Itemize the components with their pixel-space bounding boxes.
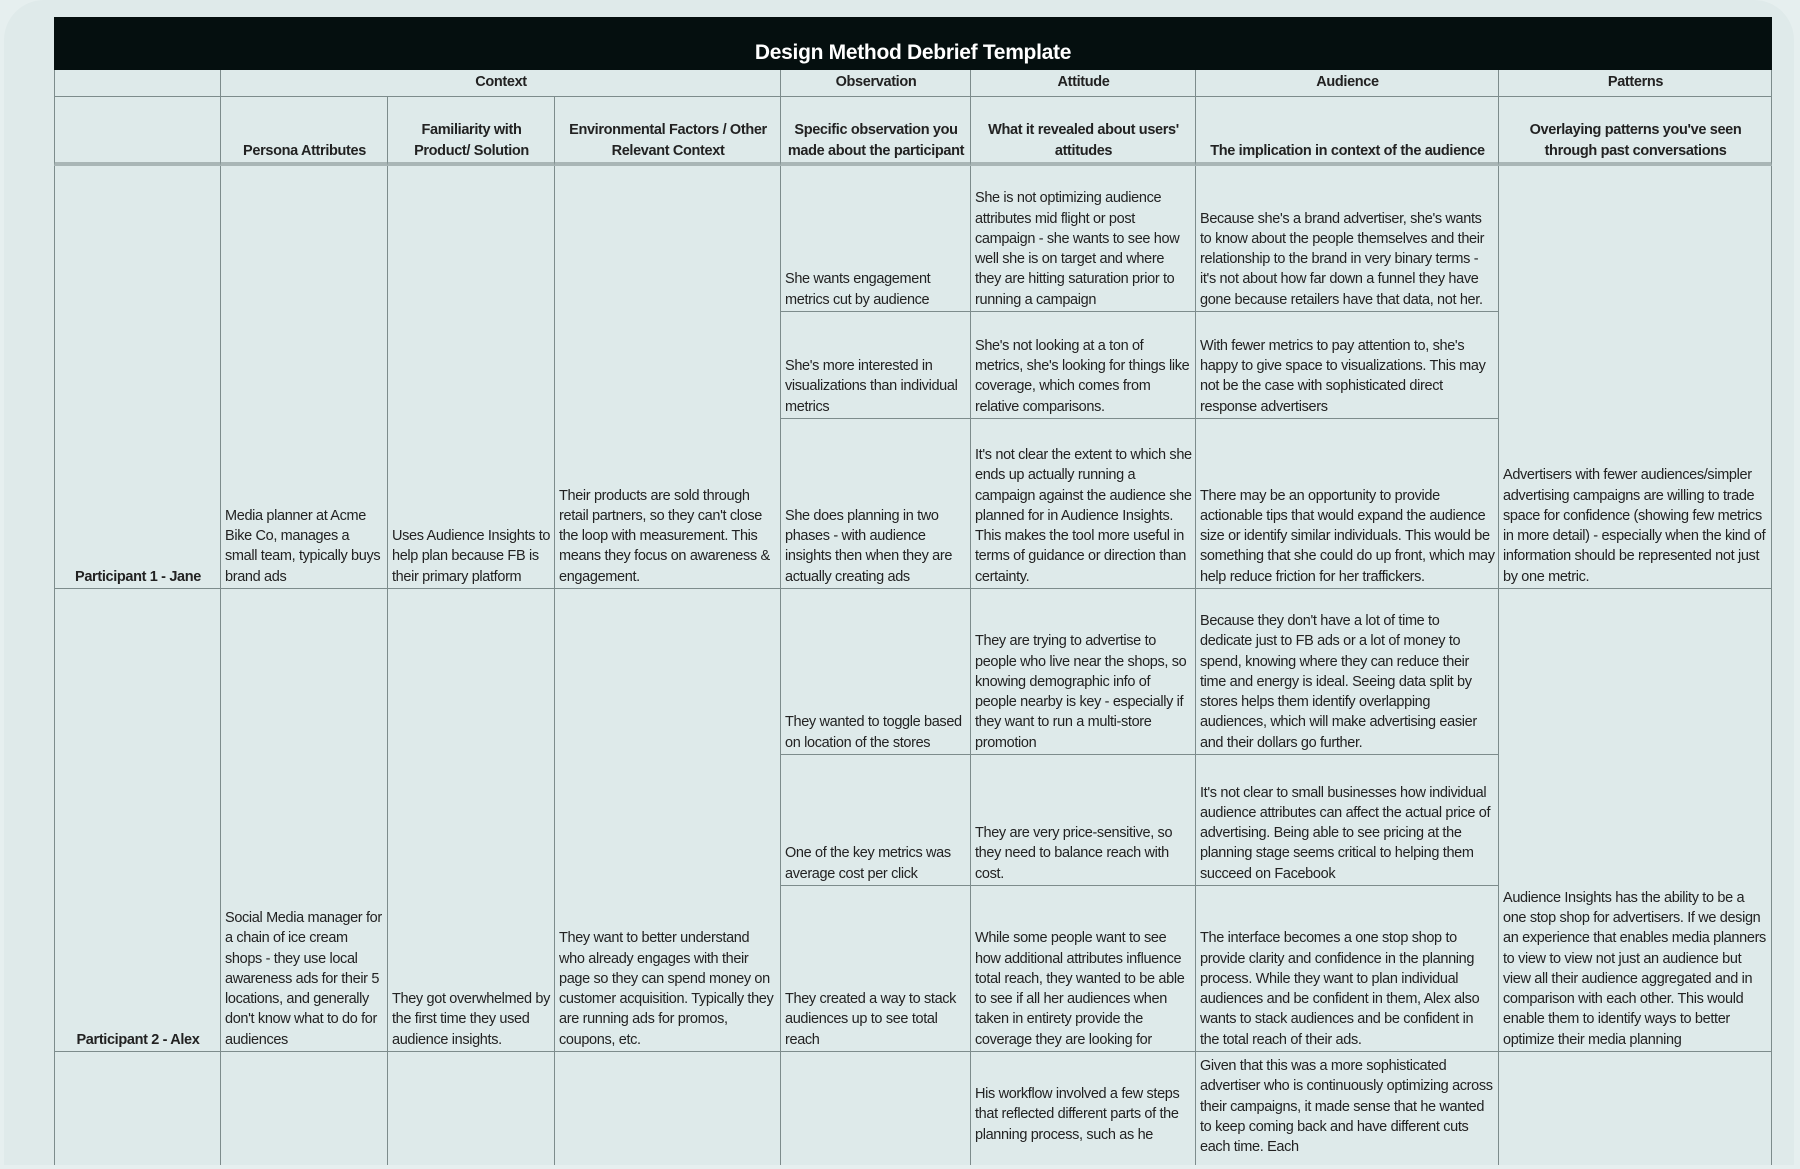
group-observation-text: Observation <box>835 74 917 91</box>
patterns-text: Audience Insights has the ability to be a one stop shop for advertisers. If we design an experience that enables media planners to view to view not just an audience but view all their audience aggregated and in comparison with each other. This would enable them to identify ways to better optimize their media planning <box>1503 889 1766 1048</box>
observation <box>781 755 971 886</box>
group-observation <box>781 70 971 97</box>
column-header-attitude-text: What it revealed about users' attitudes <box>988 122 1179 159</box>
attitude-text: She is not optimizing audience attributes mid flight or post campaign - she wants to see how well she is on target and where they are hitting saturation prior to running a campaign <box>975 190 1180 308</box>
column-header-patterns-text: Overlaying patterns you've seen through past conversations <box>1529 122 1742 159</box>
environmental-factors <box>555 166 781 589</box>
group-patterns-text: Patterns <box>1607 74 1664 91</box>
familiarity <box>388 1052 555 1165</box>
observation <box>781 166 971 312</box>
audience-implication-text: It's not clear to small businesses how individual audience attributes can affect the actual price of advertising. Being able to see pricing at the planning stage seems critical to helping them succeed on Facebook <box>1200 784 1491 882</box>
environmental-factors <box>555 589 781 1052</box>
observation-text: One of the key metrics was average cost per click <box>785 845 951 882</box>
audience-implication-text: With fewer metrics to pay attention to, she's happy to give space to visualizations. This may not be the case with sophisticated direct response advertisers <box>1200 337 1486 415</box>
audience-implication <box>1196 589 1499 755</box>
column-header-observation <box>781 97 971 166</box>
audience-implication-text: Given that this was a more sophisticated advertiser who is continuously optimizing across their campaigns, it made sense that he wanted to keep coming back and have different cuts each time. Each <box>1200 1058 1493 1156</box>
column-header-patterns <box>1499 97 1772 166</box>
group-attitude <box>971 70 1196 97</box>
debrief-table <box>4 0 1800 1165</box>
attitude <box>971 419 1196 589</box>
familiarity <box>388 589 555 1052</box>
group-patterns <box>1499 70 1772 97</box>
participant-name <box>54 1052 221 1165</box>
environmental-factors-text: They want to better understand who already engages with their page so they can spend money on customer acquisition. Typically they are running ads for promos, coupons, etc. <box>559 930 774 1048</box>
attitude <box>971 166 1196 312</box>
group-audience <box>1196 70 1499 97</box>
familiarity-text: They got overwhelmed by the first time they used audience insights. <box>392 991 550 1048</box>
column-header-audience-text: The implication in context of the audience <box>1210 142 1485 159</box>
persona-attributes <box>221 1052 388 1165</box>
patterns <box>1499 589 1772 1052</box>
environmental-factors <box>555 1052 781 1165</box>
audience-implication <box>1196 755 1499 886</box>
group-context <box>221 70 781 97</box>
column-header-familiarity-text: Familiarity with Product/ Solution <box>414 122 529 159</box>
persona-attributes <box>221 589 388 1052</box>
persona-attributes-text: Social Media manager for a chain of ice cream shops - they use local awareness ads for their 5 locations, and generally don't know what to do for audiences <box>225 909 382 1048</box>
observation <box>781 312 971 419</box>
environmental-factors-text: Their products are sold through retail partners, so they can't close the loop with measurement. This means they focus on awareness & engagement. <box>559 487 770 585</box>
column-header-attitude <box>971 97 1196 166</box>
participant-name-text: Participant 2 - Alex <box>76 1031 200 1048</box>
audience-implication <box>1196 886 1499 1052</box>
audience-implication <box>1196 1052 1499 1165</box>
column-header-persona <box>221 97 388 166</box>
observation-text: They wanted to toggle based on location of the stores <box>785 714 962 751</box>
column-header-environment-text: Environmental Factors / Other Relevant Context <box>569 122 767 159</box>
subheader-blank <box>54 97 221 166</box>
patterns-text: Advertisers with fewer audiences/simpler advertising campaigns are willing to trade space for confidence (showing few metrics in more detail) - especially when the kind of information should be represented not just by one metric. <box>1503 467 1766 585</box>
group-audience-text: Audience <box>1316 74 1379 91</box>
attitude-text: It's not clear the extent to which she ends up actually running a campaign against the audience she planned for in Audience Insights. This makes the tool more useful in terms of guidance or direction than certainty. <box>975 446 1192 585</box>
column-header-audience <box>1196 97 1499 166</box>
patterns <box>1499 1052 1772 1165</box>
participant-name-text: Participant 1 - Jane <box>75 568 201 585</box>
attitude <box>971 312 1196 419</box>
observation-text: She does planning in two phases - with audience insights then when they are actually creating ads <box>785 507 953 585</box>
group-attitude-text: Attitude <box>1057 74 1110 91</box>
observation <box>781 886 971 1052</box>
table-title: Design Method Debrief Template <box>54 17 1772 70</box>
participant-name <box>54 166 221 589</box>
observation <box>781 589 971 755</box>
column-header-persona-text: Persona Attributes <box>243 142 366 159</box>
observation <box>781 419 971 589</box>
audience-implication-text: Because they don't have a lot of time to dedicate just to FB ads or a lot of money to spend, knowing where they can reduce their time and energy is ideal. Seeing data split by stores helps them identify overlapping audiences, which will make advertising easier and their dollars go further. <box>1200 612 1477 751</box>
audience-implication-text: There may be an opportunity to provide actionable tips that would expand the audience size or identify similar individuals. This would be something that she could do up front, which may help reduce friction for her traffickers. <box>1200 487 1495 585</box>
attitude <box>971 1052 1196 1165</box>
observation-text: She's more interested in visualizations than individual metrics <box>785 358 958 415</box>
column-header-observation-text: Specific observation you made about the participant <box>787 122 965 159</box>
header-blank <box>54 70 221 97</box>
group-context-text: Context <box>475 74 527 91</box>
familiarity-text: Uses Audience Insights to help plan because FB is their primary platform <box>392 528 551 585</box>
column-header-environment <box>555 97 781 166</box>
attitude <box>971 755 1196 886</box>
audience-implication <box>1196 419 1499 589</box>
participant-name <box>54 589 221 1052</box>
observation <box>781 1052 971 1165</box>
attitude-text: While some people want to see how additional attributes influence total reach, they wanted to be able to see if all her audiences when taken in entirety provide the coverage they are looking for <box>975 930 1185 1048</box>
attitude-text: She's not looking at a ton of metrics, she's looking for things like coverage, which comes from relative comparisons. <box>975 337 1190 415</box>
audience-implication <box>1196 166 1499 312</box>
observation-text: She wants engagement metrics cut by audience <box>785 271 931 308</box>
observation-text: They created a way to stack audiences up to see total reach <box>785 991 957 1048</box>
attitude-text: His workflow involved a few steps that reflected different parts of the planning process, such as he <box>975 1086 1180 1143</box>
column-header-familiarity <box>388 97 555 166</box>
attitude <box>971 589 1196 755</box>
audience-implication <box>1196 312 1499 419</box>
attitude-text: They are very price-sensitive, so they need to balance reach with cost. <box>975 825 1173 882</box>
attitude-text: They are trying to advertise to people who live near the shops, so knowing demographic info of people nearby is key - especially if they want to run a multi-store promotion <box>975 633 1187 751</box>
persona-attributes-text: Media planner at Acme Bike Co, manages a small team, typically buys brand ads <box>225 507 381 585</box>
document-viewport <box>4 0 1794 1165</box>
audience-implication-text: The interface becomes a one stop shop to provide clarity and confidence in the planning process. While they want to plan individual audiences and be confident in them, Alex also wants to stack audiences and be confident in the total reach of their ads. <box>1200 930 1480 1048</box>
persona-attributes <box>221 166 388 589</box>
patterns <box>1499 166 1772 589</box>
attitude <box>971 886 1196 1052</box>
familiarity <box>388 166 555 589</box>
audience-implication-text: Because she's a brand advertiser, she's wants to know about the people themselves and their relationship to the brand in very binary terms - it's not about how far down a funnel they have gone because retailers have that data, not her. <box>1200 210 1485 308</box>
